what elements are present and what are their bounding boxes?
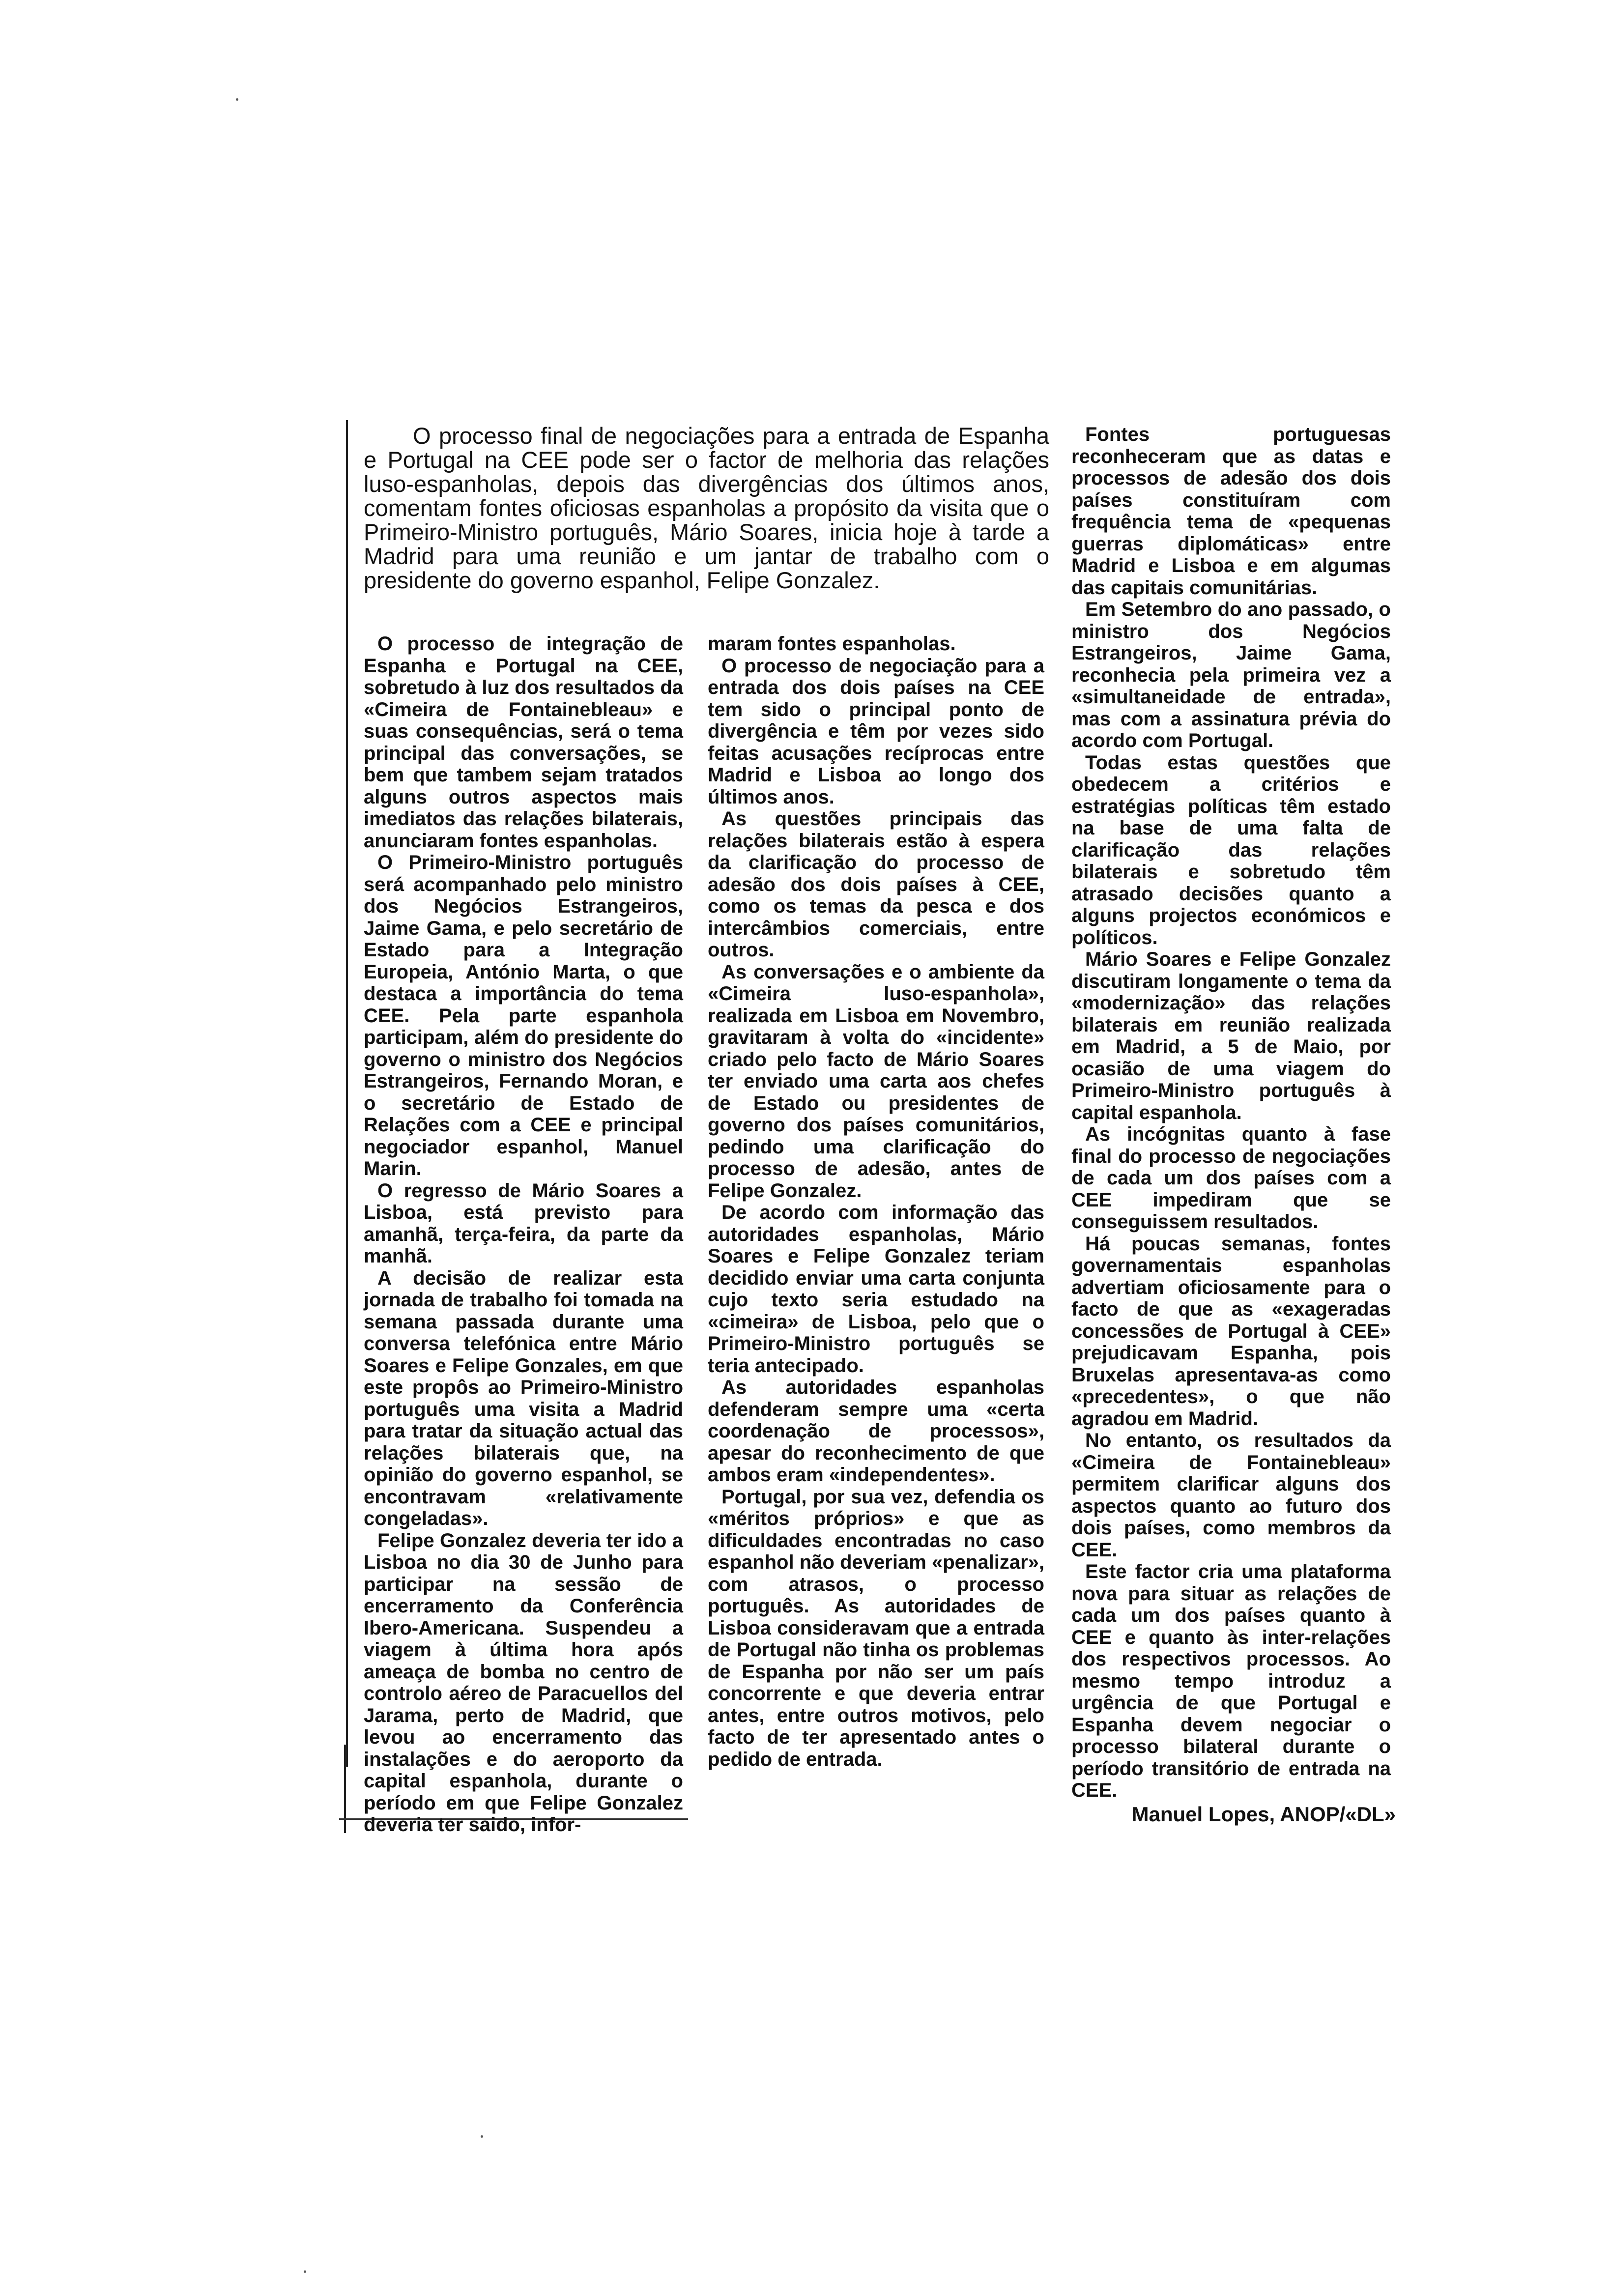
paragraph: A decisão de realizar esta jornada de trabalho foi tomada na semana passada durante uma conversa telefónica entre Mário Soares e Felipe Gonzales, em que este propôs ao Primeiro-Ministro português uma visita a Madrid para tratar da situação actual das relações bilaterais que, na opinião do governo espanhol, se encontravam «relativamente congeladas». (364, 1267, 683, 1529)
paragraph: maram fontes espanholas. (708, 633, 956, 655)
article-column-3 (1071, 424, 1391, 1802)
paragraph: Em Setembro do ano passado, o ministro dos Negócios Estrangeiros, Jaime Gama, reconhecia pela primeira vez a «simultaneidade de entrada», mas com a assinatura prévia do acordo com Portugal. (1071, 599, 1391, 751)
paragraph: O regresso de Mário Soares a Lisboa, está previsto para amanhã, terça-feira, da parte da manhã. (364, 1179, 683, 1267)
scan-speck (304, 2270, 306, 2273)
paragraph: Há poucas semanas, fontes governamentais espanholas advertiam oficiosamente para o facto de que as «exageradas concessões de Portugal à CEE» prejudicavam Espanha, pois Bruxelas apresentava-as como «precedentes», o que não agradou em Madrid. (1071, 1233, 1391, 1430)
paragraph: As questões principais das relações bilaterais estão à espera da clarificação do processo de adesão dos dois países à CEE, como os temas da pesca e dos intercâmbios comerciais, entre outros. (708, 808, 1044, 961)
article-column-1 (364, 633, 683, 1836)
paragraph: Este factor cria uma plataforma nova para situar as relações de cada um dos países quanto à CEE e quanto às inter-relações dos respectivos processos. Ao mesmo tempo introduz a urgência de que Portugal e Espanha devem negociar o processo bilateral durante o período transitório de entrada na CEE. (1071, 1561, 1391, 1801)
paragraph: As autoridades espanholas defenderam sempre uma «certa coordenação de processos», apesar do reconhecimento de que ambos eram «independentes». (708, 1377, 1044, 1486)
column-rule-left-bottom (344, 1745, 346, 1833)
article-lead: O processo final de negociações para a entrada de Espanha e Portugal na CEE pode ser o factor de melhoria das relações luso-espanholas, depois das divergências dos últimos anos, comentam fontes oficiosas espanholas a propósito da visita que o Primeiro-Ministro português, Mário Soares, inicia hoje à tarde a Madrid para uma reunião e um jantar de trabalho com o presidente do governo espanhol, Felipe Gonzalez. (364, 423, 1049, 593)
byline: Manuel Lopes, ANOP/«DL» (1131, 1803, 1396, 1826)
paragraph: Todas estas questões que obedecem a critérios e estratégias políticas têm estado na base de uma falta de clarificação das relações bilaterais e sobretudo têm atrasado decisões quanto a alguns projectos económicos e políticos. (1071, 751, 1391, 948)
paragraph: Felipe Gonzalez deveria ter ido a Lisboa no dia 30 de Junho para participar na sessão de encerramento da Conferência Ibero-Americana. Suspendeu a viagem à última hora após ameaça de bomba no centro de controlo aéreo de Paracuellos del Jarama, perto de Madrid, que levou ao encerramento das instalações e do aeroporto da capital espanhola, durante o período em que Felipe Gonzalez deveria ter saido, infor- (364, 1529, 683, 1836)
paragraph: As incógnitas quanto à fase final do processo de negociações de cada um dos países com a CEE impediram que se conseguissem resultados. (1071, 1123, 1391, 1233)
paragraph: Fontes portuguesas reconheceram que as datas e processos de adesão dos dois países constituíram com frequência tema de «pequenas guerras diplomáticas» entre Madrid e Lisboa e em algumas das capitais comunitárias. (1071, 424, 1391, 599)
paragraph: No entanto, os resultados da «Cimeira de Fontainebleau» permitem clarificar alguns dos aspectos quanto ao futuro dos dois países, como membros da CEE. (1071, 1430, 1391, 1561)
paragraph: As conversações e o ambiente da «Cimeira luso-espanhola», realizada em Lisboa em Novembro, gravitaram à volta do «incidente» criado pelo facto de Mário Soares ter enviado uma carta aos chefes de Estado ou presidentes de governo dos países comunitários, pedindo uma clarificação do processo de adesão, antes de Felipe Gonzalez. (708, 961, 1044, 1202)
paragraph: De acordo com informação das autoridades espanholas, Mário Soares e Felipe Gonzalez teriam decidido enviar uma carta conjunta cujo texto seria estudado na «cimeira» de Lisboa, pelo que o Primeiro-Ministro português se teria antecipado. (708, 1202, 1044, 1377)
scan-speck (236, 98, 238, 101)
paragraph: O processo de negociação para a entrada dos dois países na CEE tem sido o principal ponto de divergência e têm por vezes sido feitas acusações recíprocas entre Madrid e Lisboa ao longo dos últimos anos. (708, 655, 1044, 808)
article-column-2 (708, 633, 1044, 1770)
paragraph: Portugal, por sua vez, defendia os «méritos próprios» e que as dificuldades encontradas no caso espanhol não deveriam «penalizar», com atrasos, o processo português. As autoridades de Lisboa consideravam que a entrada de Portugal não tinha os problemas de Espanha por não ser um país concorrente e que deveria entrar antes, entre outros motivos, pelo facto de ter apresentado antes o pedido de entrada. (708, 1486, 1044, 1770)
paragraph: Mário Soares e Felipe Gonzalez discutiram longamente o tema da «modernização» das relações bilaterais em reunião realizada em Madrid, a 5 de Maio, por ocasião de uma viagem do Primeiro-Ministro português à capital espanhola. (1071, 948, 1391, 1123)
paragraph: O Primeiro-Ministro português será acompanhado pelo ministro dos Negócios Estrangeiros, Jaime Gama, e pelo secretário de Estado para a Integração Europeia, António Marta, o que destaca a importância do tema CEE. Pela parte espanhola participam, além do presidente do governo o ministro dos Negócios Estrangeiros, Fernando Moran, e o secretário de Estado de Relações com a CEE e principal negociador espanhol, Manuel Marin. (364, 852, 683, 1179)
paragraph: O processo de integração de Espanha e Portugal na CEE, sobretudo à luz dos resultados da «Cimeira de Fontainebleau» e suas consequências, será o tema principal das conversações, se bem que tambem sejam tratados alguns outros aspectos mais imediatos das relações bilaterais, anunciaram fontes espanholas. (364, 633, 683, 852)
column-rule-left (346, 420, 348, 1767)
